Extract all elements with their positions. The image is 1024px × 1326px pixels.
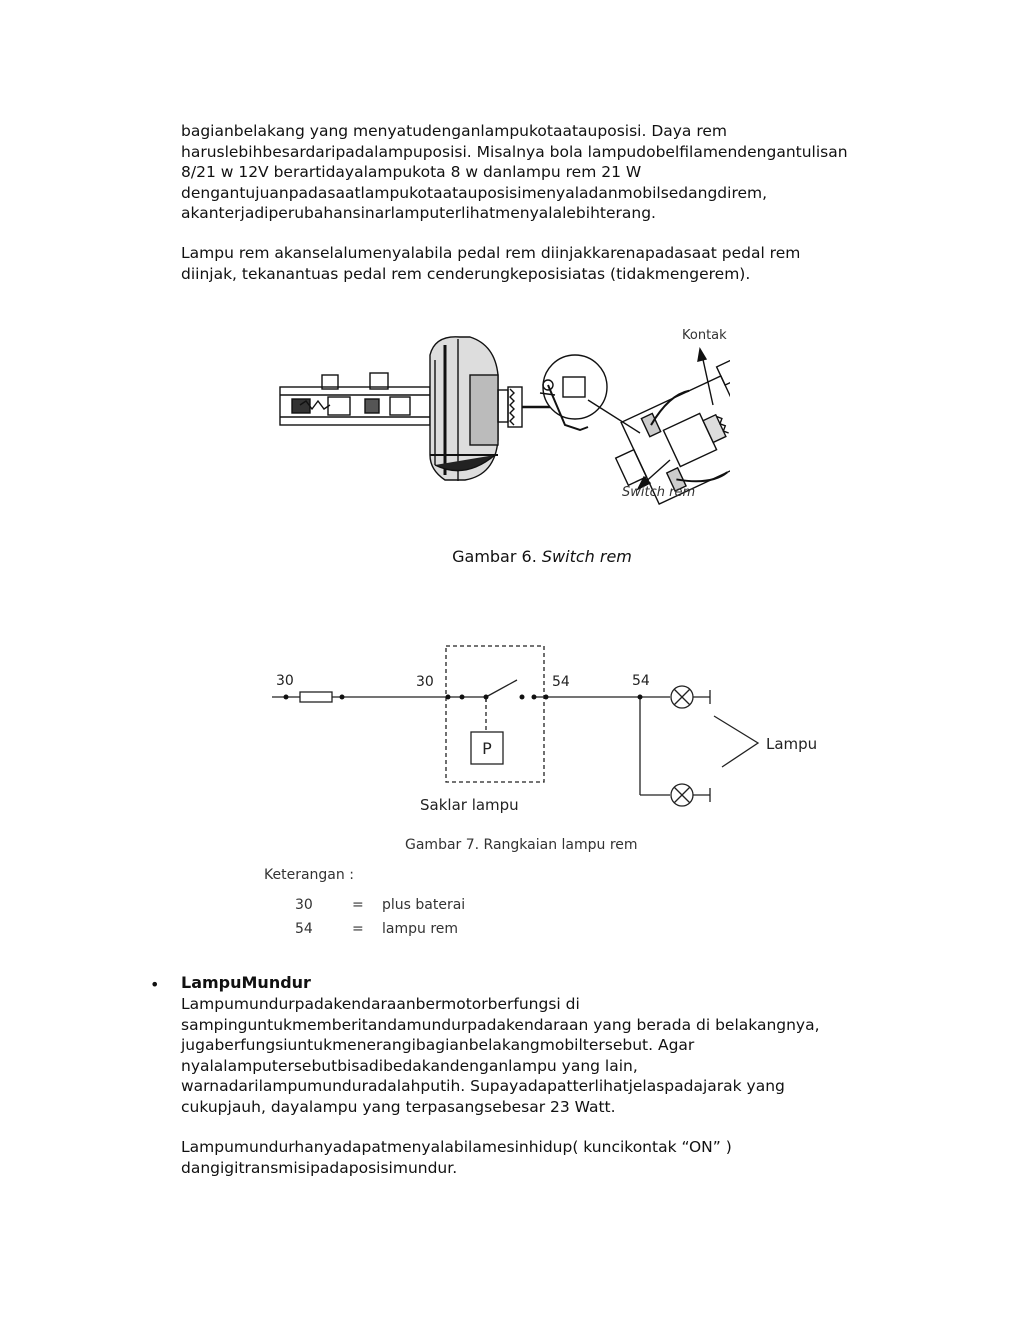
kontak-label: Kontak <box>682 328 727 343</box>
text-line: bagianbelakang yang menyatudenganlampukotaatauposisi. Daya rem <box>181 122 728 140</box>
text-line: 8/21 w 12V berartidayalampukota 8 w danlampu rem 21 W <box>181 163 642 182</box>
figure-6-caption: Gambar 6. Switch rem <box>452 547 632 566</box>
text-line: jugaberfungsiuntukmenerangibagianbelakangmobiltersebut. Agar <box>181 1036 695 1055</box>
switch-box-label: P <box>482 739 492 758</box>
lampu-label: Lampu <box>766 735 818 753</box>
text-line: Lampu rem akanselalumenyalabila pedal rem diinjakkarenapadasaat pedal rem <box>181 244 801 262</box>
text-line: diinjak, tekanantuas pedal rem cenderungkeposisiatas (tidakmengerem). <box>181 264 751 283</box>
legend-code: 54 <box>295 921 313 937</box>
figure-7-caption: Gambar 7. Rangkaian lampu rem <box>405 837 638 853</box>
text-line: Lampumundurhanyadapatmenyalabilamesinhidup( kuncikontak “ON” ) <box>181 1138 732 1156</box>
legend-eq: = <box>352 897 364 913</box>
figure-6-brake-switch <box>270 315 730 515</box>
text-line: nyalalamputersebutbisadibedakandenganlampu yang lain, <box>181 1056 638 1075</box>
terminal-30-right: 30 <box>416 674 434 690</box>
bullet-marker: • <box>150 975 160 994</box>
text-line: sampinguntukmemberitandamundurpadakendaraan yang berada di belakangnya, <box>181 1015 820 1034</box>
paragraph-reverse-light <box>181 994 921 1118</box>
text-line: akanterjadiperubahansinarlamputerlihatmenyalalebihterang. <box>181 204 656 223</box>
text-line: dangigitransmisipadaposisimundur. <box>181 1158 458 1177</box>
text-line: cukupjauh, dayalampu yang terpasangsebesar 23 Watt. <box>181 1097 616 1116</box>
saklar-label: Saklar lampu <box>420 796 519 814</box>
paragraph-brake-power <box>181 121 921 224</box>
switch-rem-label: Switch rem <box>622 485 696 500</box>
legend-desc: lampu rem <box>382 921 459 937</box>
legend-eq: = <box>352 921 364 937</box>
legend-desc: plus baterai <box>382 897 466 913</box>
text-line: Lampumundurpadakendaraanbermotorberfungsi di <box>181 995 580 1013</box>
section-title: LampuMundur <box>181 973 311 992</box>
paragraph-reverse-condition <box>181 1137 921 1178</box>
text-line: dengantujuanpadasaatlampukotaatauposisimenyaladanmobilsedangdirem, <box>181 183 768 202</box>
terminal-30-left: 30 <box>276 673 294 689</box>
keterangan-label: Keterangan : <box>264 867 354 883</box>
text-line: warnadarilampumunduradalahputih. Supayadapatterlihatjelaspadajarak yang <box>181 1077 785 1096</box>
text-line: haruslebihbesardaripadalampuposisi. Misalnya bola lampudobelfilamendengantulisan <box>181 142 848 161</box>
legend-code: 30 <box>295 897 313 913</box>
figure-7-brake-circuit <box>262 640 862 950</box>
terminal-54-left: 54 <box>552 674 570 690</box>
terminal-54-right: 54 <box>632 673 650 689</box>
paragraph-brake-light <box>181 243 921 284</box>
